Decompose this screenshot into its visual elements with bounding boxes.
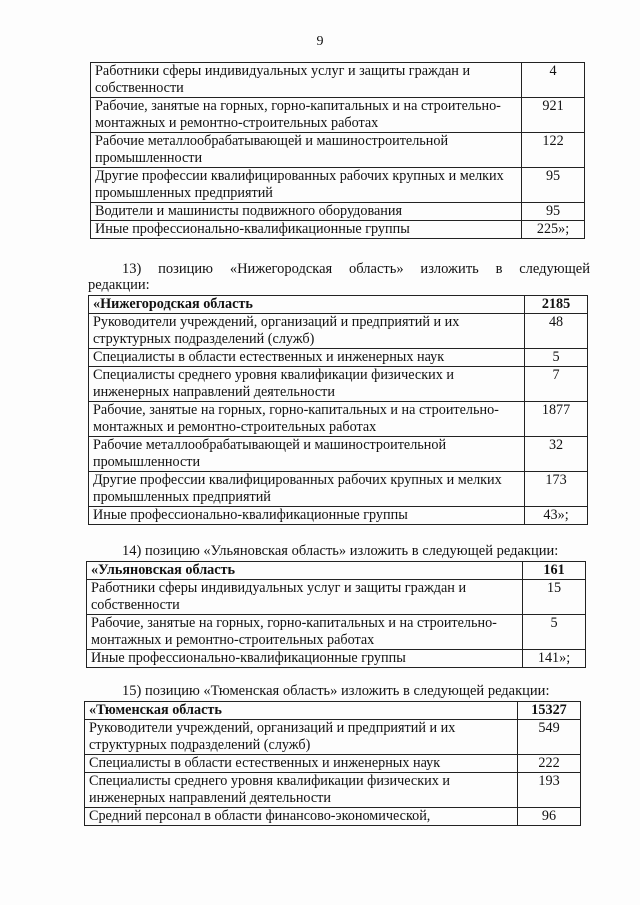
region-total: 2185 (525, 296, 588, 314)
region-name: «Нижегородская область (89, 296, 525, 314)
section-13-intro-line1: 13) позицию «Нижегородская область» изложить в следующей (122, 261, 590, 277)
row-value: 4 (522, 63, 585, 98)
table-continuation (90, 62, 585, 239)
table-row (87, 650, 586, 668)
region-total: 15327 (518, 702, 581, 720)
row-label: Руководители учреждений, организаций и предприятий и их структурных подразделений (служб) (85, 720, 518, 755)
row-label: Рабочие металлообрабатывающей и машиностроительной промышленности (91, 133, 522, 168)
table-header-row (85, 702, 581, 720)
table-nizhny-novgorod (88, 295, 588, 525)
row-label: Другие профессии квалифицированных рабочих крупных и мелких промышленных предприятий (91, 168, 522, 203)
row-label: Работники сферы индивидуальных услуг и защиты граждан и собственности (87, 580, 523, 615)
row-label: Рабочие металлообрабатывающей и машиностроительной промышленности (89, 437, 525, 472)
row-value: 141»; (523, 650, 586, 668)
row-label: Рабочие, занятые на горных, горно-капитальных и на строительно-монтажных и ремонтно-строительных работах (87, 615, 523, 650)
section-14-intro: 14) позицию «Ульяновская область» изложить в следующей редакции: (122, 543, 559, 559)
table-row (89, 472, 588, 507)
table-row (89, 314, 588, 349)
row-label: Руководители учреждений, организаций и предприятий и их структурных подразделений (служб) (89, 314, 525, 349)
row-label: Иные профессионально-квалификационные группы (91, 221, 522, 239)
table-row (89, 507, 588, 525)
table-row (89, 402, 588, 437)
region-name: «Тюменская область (85, 702, 518, 720)
row-label: Иные профессионально-квалификационные группы (87, 650, 523, 668)
row-label: Специалисты среднего уровня квалификации физических и инженерных направлений деятельности (85, 773, 518, 808)
page-number: 9 (316, 34, 324, 49)
table-row (87, 580, 586, 615)
row-value: 5 (525, 349, 588, 367)
section-13-intro-line2: редакции: (88, 277, 150, 293)
table-row (91, 221, 585, 239)
row-value: 173 (525, 472, 588, 507)
table-row (91, 168, 585, 203)
row-label: Рабочие, занятые на горных, горно-капитальных и на строительно-монтажных и ремонтно-строительных работах (91, 98, 522, 133)
row-value: 193 (518, 773, 581, 808)
row-label: Другие профессии квалифицированных рабочих крупных и мелких промышленных предприятий (89, 472, 525, 507)
region-total: 161 (523, 562, 586, 580)
table-row (87, 615, 586, 650)
row-value: 48 (525, 314, 588, 349)
table-row (89, 367, 588, 402)
row-label: Водители и машинисты подвижного оборудования (91, 203, 522, 221)
row-value: 1877 (525, 402, 588, 437)
row-label: Работники сферы индивидуальных услуг и защиты граждан и собственности (91, 63, 522, 98)
table-ulyanovsk (86, 561, 586, 668)
section-15-intro: 15) позицию «Тюменская область» изложить в следующей редакции: (122, 683, 550, 699)
row-label: Специалисты в области естественных и инженерных наук (85, 755, 518, 773)
table-row (85, 720, 581, 755)
table-row (89, 349, 588, 367)
row-value: 549 (518, 720, 581, 755)
row-value: 95 (522, 203, 585, 221)
table-row (91, 98, 585, 133)
row-value: 7 (525, 367, 588, 402)
region-name: «Ульяновская область (87, 562, 523, 580)
row-label: Средний персонал в области финансово-экономической, (85, 808, 518, 826)
row-value: 32 (525, 437, 588, 472)
table-row (85, 808, 581, 826)
table-row (91, 63, 585, 98)
row-label: Специалисты в области естественных и инженерных наук (89, 349, 525, 367)
table-row (89, 437, 588, 472)
row-value: 15 (523, 580, 586, 615)
table-row (85, 773, 581, 808)
row-label: Специалисты среднего уровня квалификации физических и инженерных направлений деятельности (89, 367, 525, 402)
row-label: Иные профессионально-квалификационные группы (89, 507, 525, 525)
row-value: 5 (523, 615, 586, 650)
table-row (91, 133, 585, 168)
row-value: 96 (518, 808, 581, 826)
table-header-row (89, 296, 588, 314)
row-value: 122 (522, 133, 585, 168)
row-value: 921 (522, 98, 585, 133)
table-header-row (87, 562, 586, 580)
row-value: 225»; (522, 221, 585, 239)
table-row (85, 755, 581, 773)
row-value: 43»; (525, 507, 588, 525)
row-value: 222 (518, 755, 581, 773)
row-label: Рабочие, занятые на горных, горно-капитальных и на строительно-монтажных и ремонтно-строительных работах (89, 402, 525, 437)
row-value: 95 (522, 168, 585, 203)
table-tyumen (84, 701, 581, 826)
table-row (91, 203, 585, 221)
